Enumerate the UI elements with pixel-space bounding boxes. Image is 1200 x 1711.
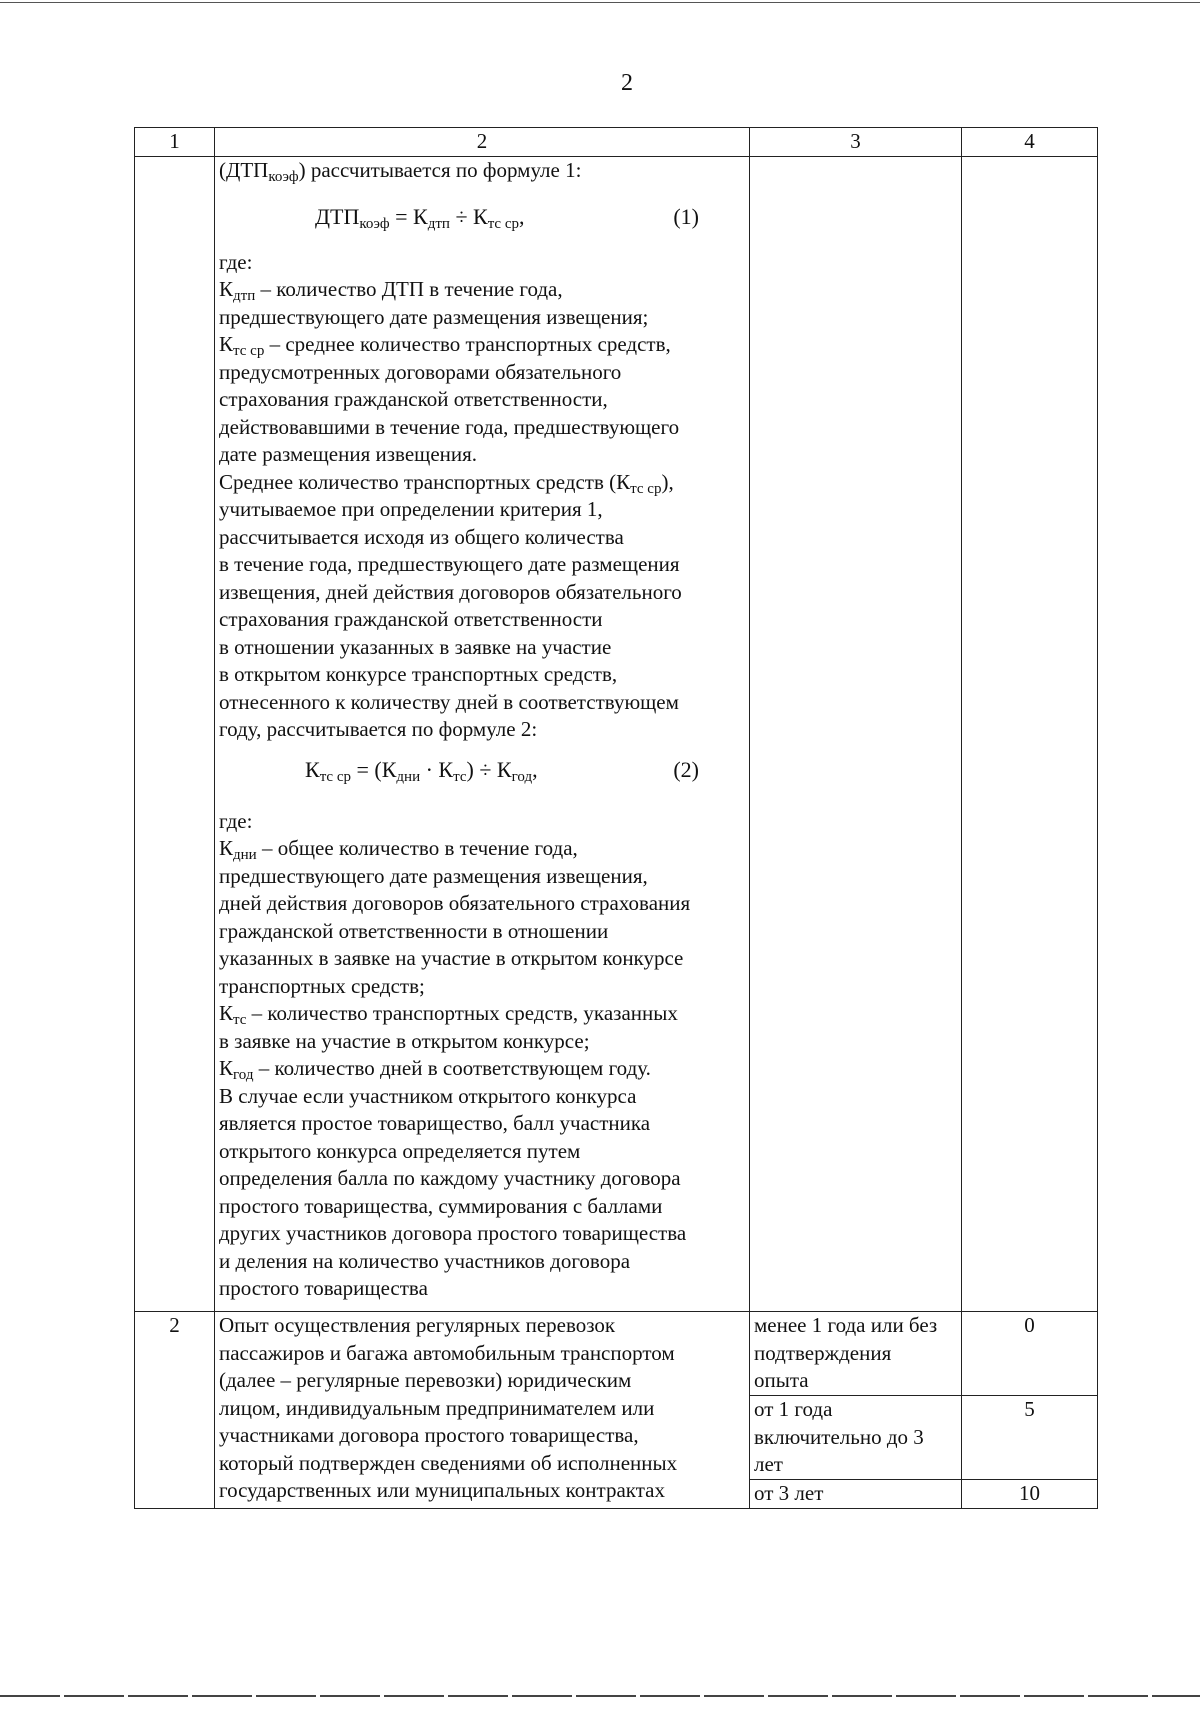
definition-k-days: $К_{дни}$ – общее количество в течение года, — [219, 836, 578, 863]
paragraph-line: участниками договора простого товарищества, — [219, 1423, 639, 1447]
header-row — [135, 128, 1098, 157]
header-col-2: 2 — [215, 128, 750, 157]
option-3-score: 10 — [962, 1480, 1098, 1509]
definition-k-tc-avg: $К_{тс ср}$ – среднее количество транспортных средств, — [219, 332, 671, 359]
paragraph-line: Опыт осуществления регулярных перевозок — [219, 1313, 616, 1337]
definition-line: страхования гражданской ответственности, — [219, 387, 608, 411]
header-col-4: 4 — [962, 128, 1098, 157]
average-intro-line: Среднее количество транспортных средств $(К_{тс ср})$, — [219, 469, 674, 497]
definition-line: предшествующего дате размещения извещения, — [219, 863, 648, 888]
top-scan-rule — [0, 2, 1200, 3]
option-2-line: лет — [754, 1452, 783, 1476]
definition-k-tc: $К_{тс}$ – количество транспортных средств, указанных — [219, 1001, 678, 1028]
definition-k-dtp-cont: предшествующего дате размещения извещения; — [219, 304, 649, 329]
definition-line: дней действия договоров обязательного страхования — [219, 891, 691, 915]
formula-1-expression: $ДТП_{коэф} = К_{дтп} \div К_{тс ср}$, — [315, 203, 525, 232]
intro-rest: ) рассчитывается по формуле 1: — [298, 158, 582, 182]
header-col-3: 3 — [750, 128, 962, 157]
definition-line: указанных в заявке на участие в открытом конкурсе — [219, 946, 684, 970]
option-2-score: 5 — [962, 1396, 1098, 1480]
header-col-1: 1 — [135, 128, 215, 157]
intro-text: (ДТП — [219, 158, 269, 182]
option-1-label — [750, 1312, 962, 1396]
where-1: где: — [219, 249, 253, 274]
paragraph-line: в отношении указанных в заявке на участие — [219, 634, 612, 659]
paragraph-line: рассчитывается исходя из общего количества — [219, 524, 624, 549]
option-2-line: включительно до 3 — [754, 1424, 924, 1449]
formula-1-number: (1) — [673, 203, 699, 229]
paragraph-line: (далее – регулярные перевозки) юридическим — [219, 1368, 632, 1392]
definition-k-dtp: $К_{дтп}$ – количество ДТП в течение года, — [219, 277, 563, 304]
table-row-2-option-1 — [135, 1312, 1098, 1396]
option-3-line: от 3 лет — [754, 1481, 824, 1505]
formula-2 — [219, 744, 745, 808]
option-1-score: 0 — [962, 1312, 1098, 1396]
option-2-label — [750, 1396, 962, 1480]
row1-options-cell — [750, 157, 962, 1312]
paragraph-line: извещения, дней действия договоров обязательного — [219, 579, 682, 604]
row1-number-cell — [135, 157, 215, 1312]
option-1-line: опыта — [754, 1368, 809, 1392]
bottom-scan-rule — [0, 1695, 1200, 1697]
formula-2-expression: $К_{тс ср} = (К_{дни} \cdot К_{тс}) \div К_{год}$, — [305, 756, 538, 785]
formula-2-number: (2) — [673, 756, 699, 782]
paragraph-line: является простое товарищество, балл участника — [219, 1111, 651, 1135]
page-number: 2 — [621, 70, 633, 96]
definition-line: гражданской ответственности в отношении — [219, 918, 609, 943]
definition-k-year: $К_{год}$ – количество дней в соответствующем году. — [219, 1056, 651, 1083]
definition-line: предусмотренных договорами обязательного — [219, 359, 622, 384]
option-3-label — [750, 1480, 962, 1509]
paragraph-line: В случае если участником открытого конкурса — [219, 1083, 637, 1108]
paragraph-line: открытого конкурса определяется путем — [219, 1138, 581, 1163]
definition-line: действовавшими в течение года, предшествующего — [219, 414, 680, 439]
paragraph-line: определения балла по каждому участнику договора — [219, 1166, 681, 1190]
table-row-1-continued — [135, 157, 1098, 1312]
criteria-table — [134, 127, 1098, 1509]
paragraph-line: государственных или муниципальных контрактах — [219, 1478, 665, 1502]
paragraph-line: который подтвержден сведениями об исполненных — [219, 1450, 678, 1475]
option-1-line: менее 1 года или без — [754, 1313, 938, 1337]
formula-1 — [219, 185, 745, 249]
row2-number: 2 — [135, 1312, 215, 1509]
paragraph-line: простого товарищества — [219, 1276, 428, 1300]
paragraph-line: отнесенного к количеству дней в соответствующем — [219, 689, 679, 714]
row2-description-cell — [215, 1312, 750, 1509]
option-1-line: подтверждения — [754, 1340, 892, 1365]
definition-k-tc-cont: в заявке на участие в открытом конкурсе; — [219, 1028, 590, 1053]
paragraph-line: году, рассчитывается по формуле 2: — [219, 717, 538, 741]
row1-score-cell — [962, 157, 1098, 1312]
paragraph-line: лицом, индивидуальным предпринимателем или — [219, 1395, 655, 1420]
paragraph-line: и деления на количество участников договора — [219, 1248, 631, 1273]
definition-line: транспортных средств; — [219, 973, 425, 998]
intro-sub: коэф — [268, 169, 299, 185]
paragraph-line: пассажиров и багажа автомобильным транспортом — [219, 1340, 675, 1365]
paragraph-line: учитываемое при определении критерия 1, — [219, 497, 603, 521]
option-2-line: от 1 года — [754, 1397, 833, 1421]
intro-line — [219, 157, 745, 185]
row1-description-cell — [215, 157, 750, 1312]
where-2: где: — [219, 808, 253, 833]
paragraph-line: в течение года, предшествующего дате размещения — [219, 552, 680, 576]
paragraph-line: страхования гражданской ответственности — [219, 607, 603, 631]
definition-line: дате размещения извещения. — [219, 442, 478, 466]
paragraph-line: других участников договора простого товарищества — [219, 1221, 687, 1245]
paragraph-line: простого товарищества, суммирования с баллами — [219, 1193, 663, 1218]
paragraph-line: в открытом конкурсе транспортных средств, — [219, 662, 618, 686]
